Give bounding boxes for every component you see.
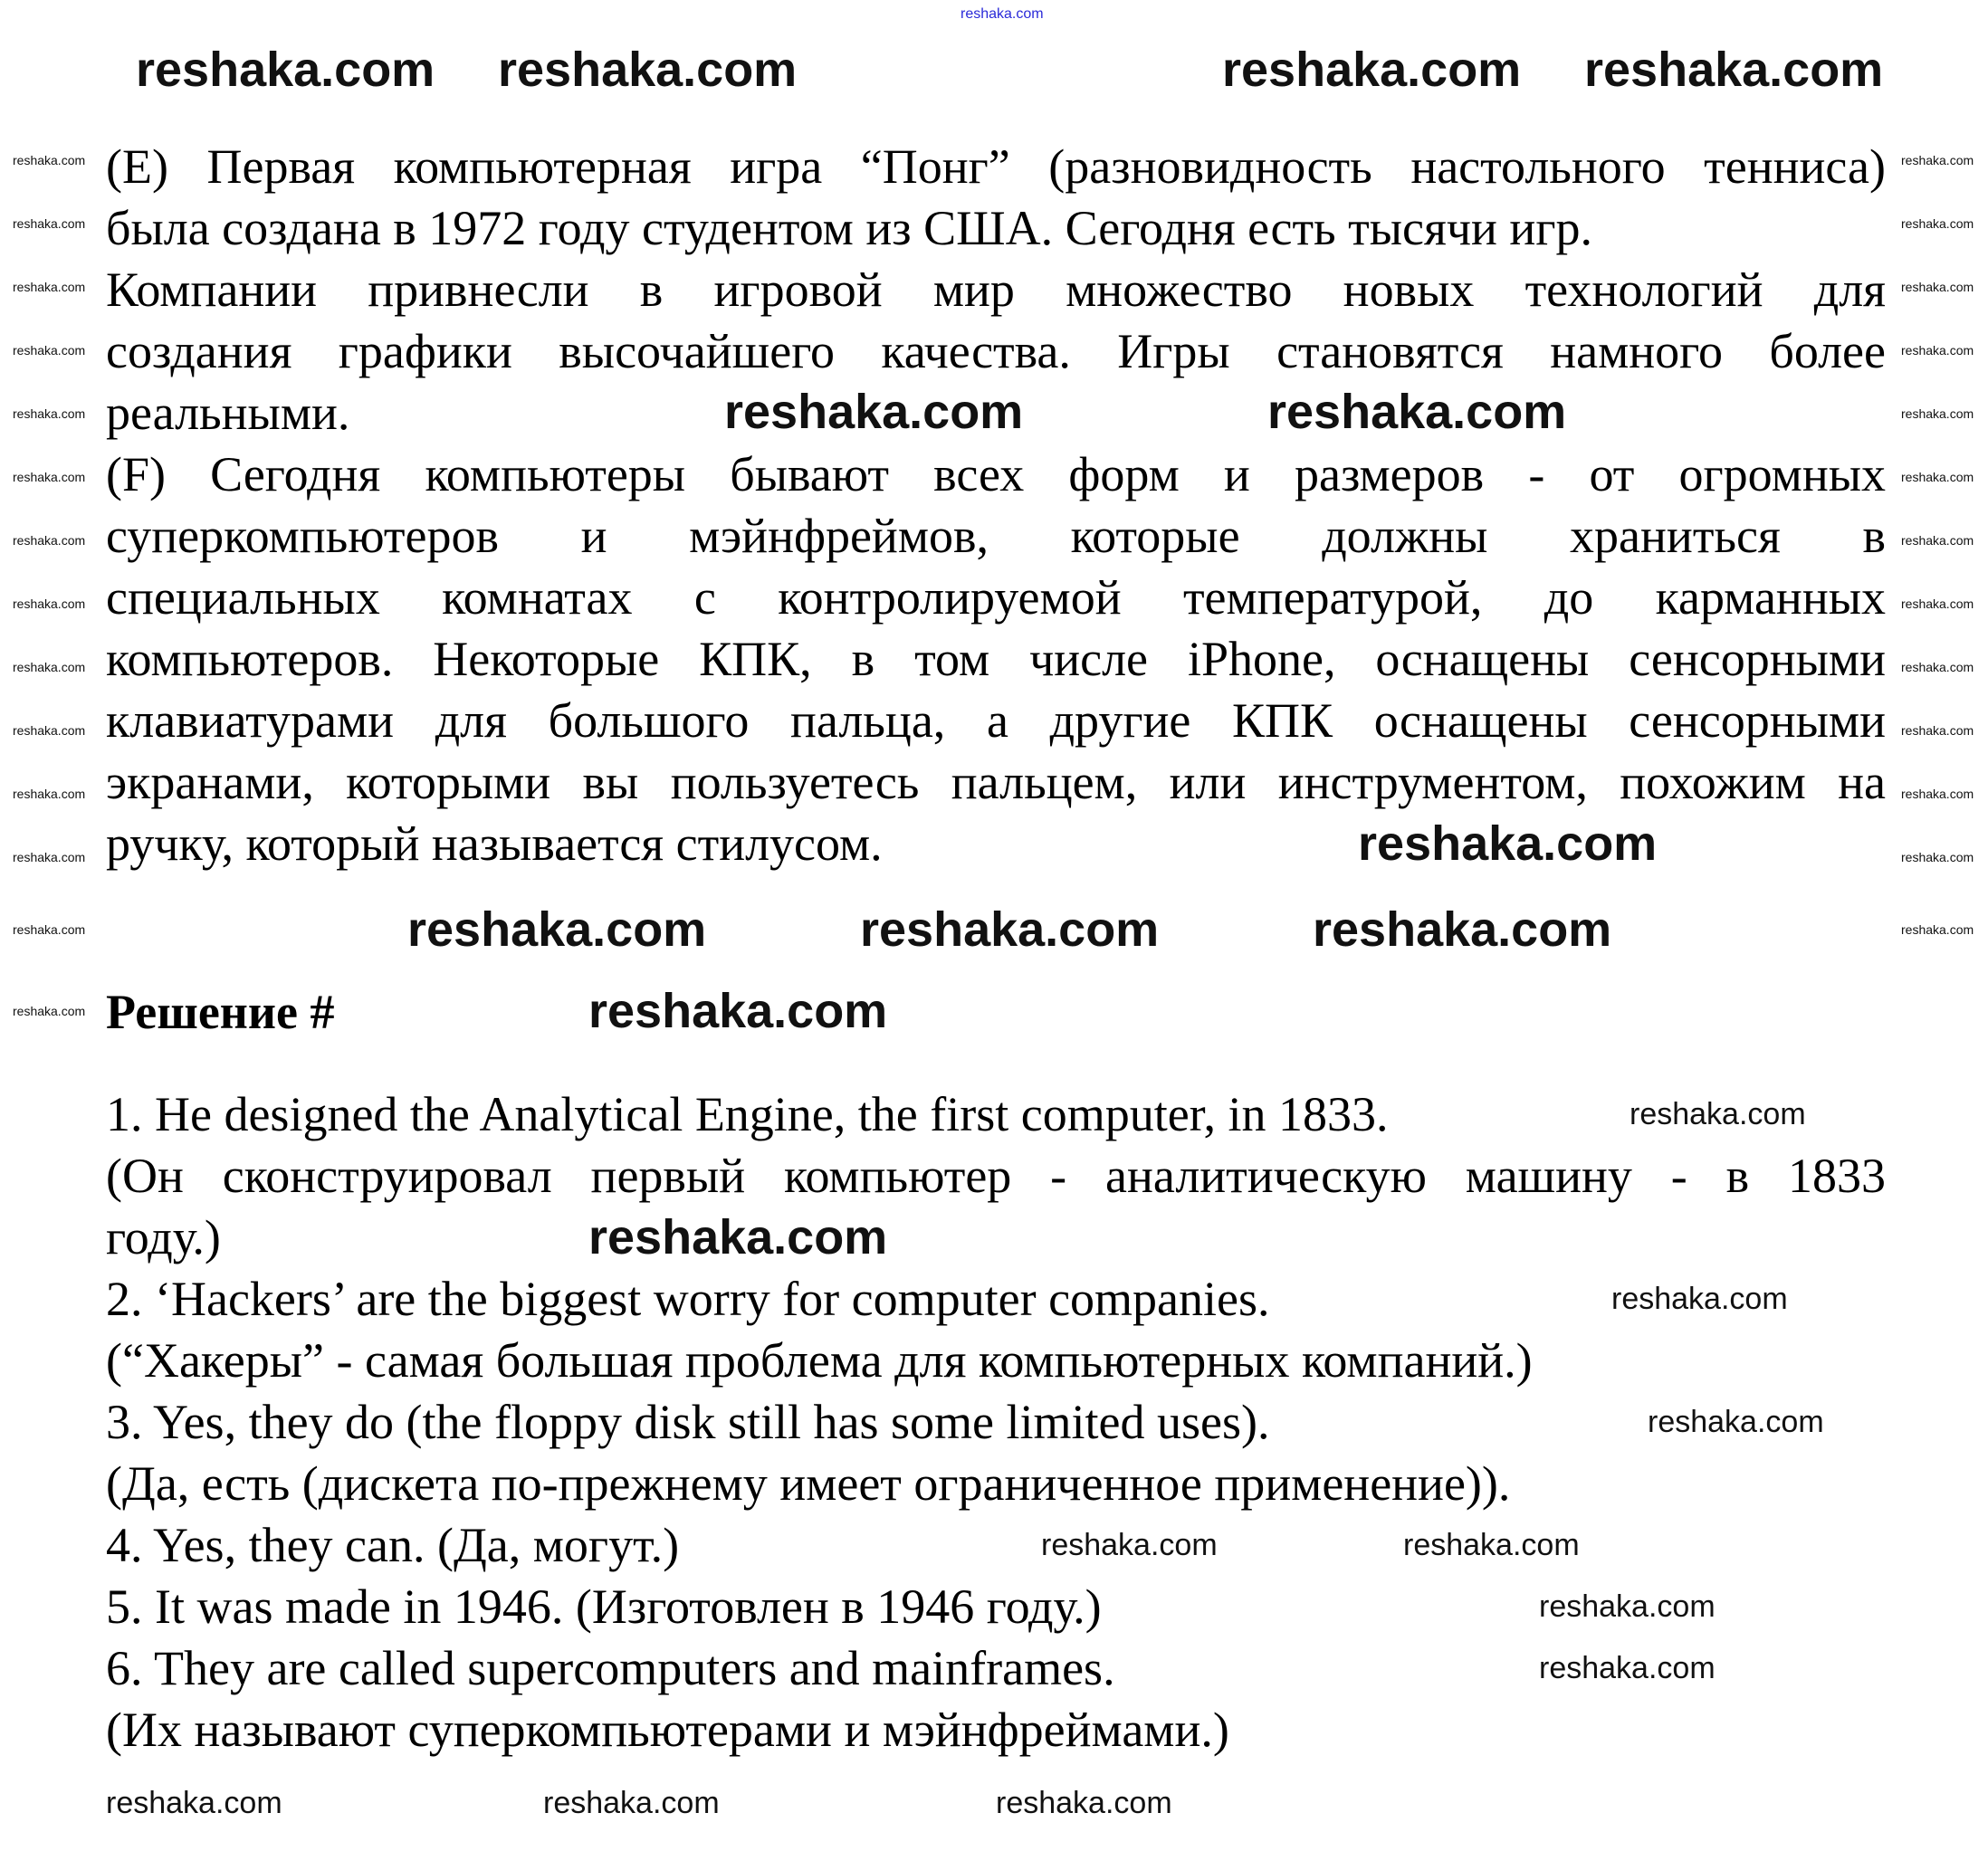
watermark: reshaka.com: [1901, 787, 1974, 801]
watermark: reshaka.com: [13, 660, 86, 674]
answer-line: 1. He designed the Analytical Engine, the first computer, in 1833.: [106, 1087, 1389, 1141]
watermark: reshaka.com: [1539, 1589, 1716, 1624]
watermark: reshaka.com: [13, 723, 86, 738]
text-line: была создана в 1972 году студентом из США. Сегодня есть тысячи игр.: [106, 201, 1592, 255]
text-line: клавиатурами для большого пальца, а другие КПК оснащены сенсорными: [106, 693, 1886, 748]
watermark: reshaka.com: [588, 984, 888, 1038]
watermark: reshaka.com: [1313, 902, 1612, 957]
watermark: reshaka.com: [543, 1786, 720, 1820]
watermark: reshaka.com: [1267, 385, 1567, 439]
answer-line: (Он сконструировал первый компьютер - аналитическую машину - в 1833: [106, 1149, 1886, 1203]
watermark: reshaka.com: [724, 385, 1024, 439]
watermark: reshaka.com: [13, 596, 86, 611]
watermark: reshaka.com: [1358, 816, 1658, 871]
watermark: reshaka.com: [13, 343, 86, 358]
watermark: reshaka.com: [1901, 850, 1974, 864]
watermark: reshaka.com: [1648, 1405, 1824, 1439]
watermark: reshaka.com: [1222, 43, 1522, 97]
watermark: reshaka.com: [13, 280, 86, 294]
watermark: reshaka.com: [13, 470, 86, 484]
watermark: reshaka.com: [13, 787, 86, 801]
watermark: reshaka.com: [1901, 153, 1974, 167]
watermark: reshaka.com: [136, 43, 435, 97]
watermark: reshaka.com: [106, 1786, 282, 1820]
answer-line: 5. It was made in 1946. (Изготовлен в 1946 году.): [106, 1579, 1102, 1634]
watermark: reshaka.com: [1901, 533, 1974, 548]
watermark: reshaka.com: [1901, 660, 1974, 674]
watermark: reshaka.com: [1539, 1651, 1716, 1685]
watermark: reshaka.com: [1901, 723, 1974, 738]
text-line: реальными.: [106, 386, 350, 440]
watermark: reshaka.com: [13, 533, 86, 548]
watermark: reshaka.com: [498, 43, 798, 97]
text-line: (E) Первая компьютерная игра “Понг” (разновидность настольного тенниса): [106, 139, 1886, 194]
watermark: reshaka.com: [1403, 1528, 1580, 1562]
watermark: reshaka.com: [1584, 43, 1884, 97]
answer-line: 2. ‘Hackers’ are the biggest worry for computer companies.: [106, 1272, 1270, 1326]
watermark: reshaka.com: [1901, 406, 1974, 421]
answer-line: 3. Yes, they do (the floppy disk still has some limited uses).: [106, 1395, 1270, 1449]
watermark: reshaka.com: [1901, 343, 1974, 358]
watermark: reshaka.com: [996, 1786, 1172, 1820]
solution-heading: Решение #: [106, 985, 335, 1039]
text-line: ручку, который называется стилусом.: [106, 816, 883, 871]
watermark: reshaka.com: [407, 902, 707, 957]
paragraph-f: [106, 444, 1886, 874]
answer-line: (“Хакеры” - самая большая проблема для компьютерных компаний.): [106, 1333, 1533, 1388]
watermark: reshaka.com: [1041, 1528, 1218, 1562]
text-line: экранами, которыми вы пользуетесь пальцем, или инструментом, похожим на: [106, 755, 1886, 809]
text-line: специальных комнатах с контролируемой температурой, до карманных: [106, 570, 1886, 625]
watermark: reshaka.com: [13, 922, 86, 937]
text-line: (F) Сегодня компьютеры бывают всех форм и размеров - от огромных: [106, 447, 1886, 501]
text-line: суперкомпьютеров и мэйнфреймов, которые должны храниться в: [106, 509, 1886, 563]
watermark: reshaka.com: [1901, 596, 1974, 611]
watermark: reshaka.com: [961, 6, 1044, 22]
answer-line: году.): [106, 1210, 221, 1264]
watermark: reshaka.com: [860, 902, 1160, 957]
watermark: reshaka.com: [13, 1004, 86, 1018]
watermark: reshaka.com: [588, 1210, 888, 1264]
watermark: reshaka.com: [1901, 280, 1974, 294]
answer-line: (Их называют суперкомпьютерами и мэйнфреймами.): [106, 1703, 1229, 1757]
watermark: reshaka.com: [13, 216, 86, 231]
text-line: Компании привнесли в игровой мир множество новых технологий для: [106, 262, 1886, 317]
watermark: reshaka.com: [13, 153, 86, 167]
answer-line: (Да, есть (дискета по-прежнему имеет ограниченное применение)).: [106, 1456, 1511, 1511]
watermark: reshaka.com: [1630, 1097, 1806, 1131]
watermark: reshaka.com: [1901, 922, 1974, 937]
text-line: компьютеров. Некоторые КПК, в том числе iPhone, оснащены сенсорными: [106, 632, 1886, 686]
watermark: reshaka.com: [13, 406, 86, 421]
watermark: reshaka.com: [1901, 216, 1974, 231]
answer-line: 6. They are called supercomputers and mainframes.: [106, 1641, 1115, 1695]
watermark: reshaka.com: [1611, 1282, 1788, 1316]
watermark: reshaka.com: [13, 850, 86, 864]
answer-line: 4. Yes, they can. (Да, могут.): [106, 1518, 680, 1572]
text-line: создания графики высочайшего качества. Игры становятся намного более: [106, 324, 1886, 378]
watermark: reshaka.com: [1901, 470, 1974, 484]
